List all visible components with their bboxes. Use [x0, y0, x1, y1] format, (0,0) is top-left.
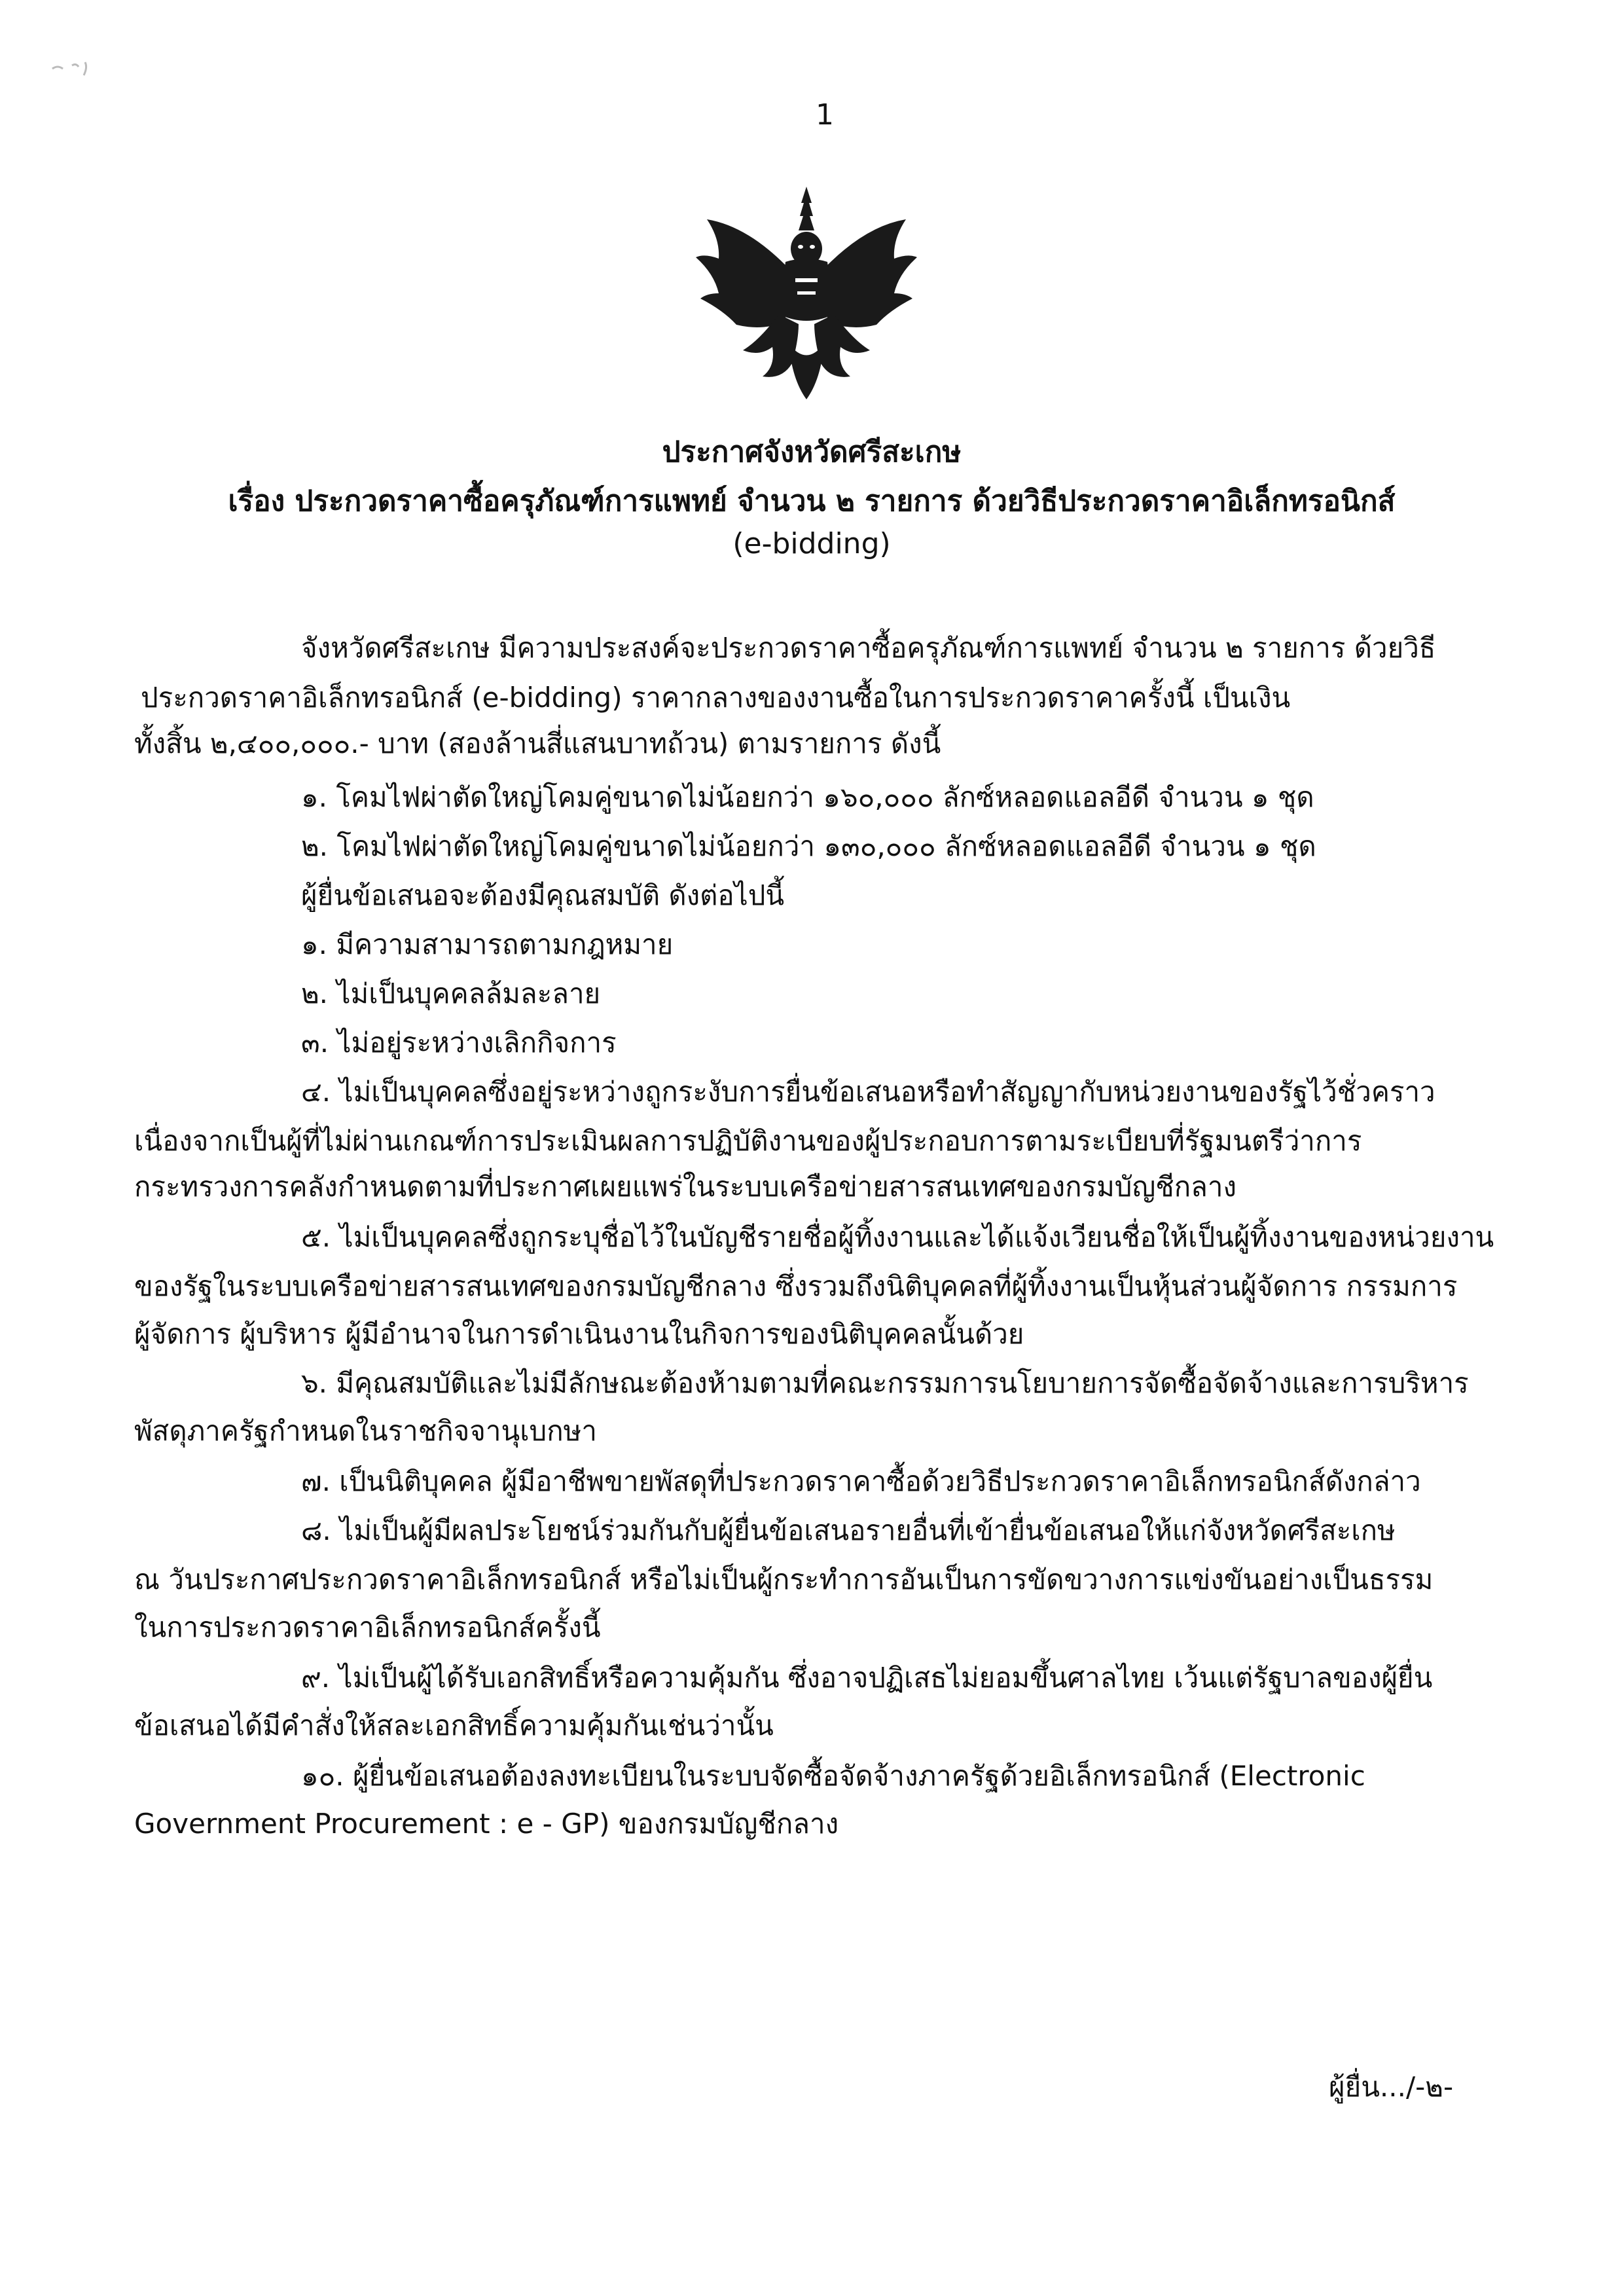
page-number: 1: [816, 98, 834, 132]
body-line: ๖. มีคุณสมบัติและไม่มีลักษณะต้องห้ามตามที่คณะกรรมการนโยบายการจัดซื้อจัดจ้างและการบริหาร: [301, 1367, 1469, 1399]
body-line: ๔. ไม่เป็นบุคคลซึ่งอยู่ระหว่างถูกระงับการยื่นข้อเสนอหรือทำสัญญากับหน่วยงานของรัฐไว้ชั่วคราว: [301, 1076, 1435, 1108]
body-line: ๕. ไม่เป็นบุคคลซึ่งถูกระบุชื่อไว้ในบัญชีรายชื่อผู้ทิ้งงานและได้แจ้งเวียนชื่อให้เป็นผู้ทิ้งงานของหน่วยงาน: [301, 1221, 1494, 1253]
body-line: Government Procurement : e - GP) ของกรมบัญชีกลาง: [134, 1808, 839, 1840]
announcement-method: (e-bidding): [732, 527, 891, 560]
announcement-subject: เรื่อง ประกวดราคาซื้อครุภัณฑ์การแพทย์ จำนวน ๒ รายการ ด้วยวิธีประกวดราคาอิเล็กทรอนิกส์: [228, 484, 1396, 518]
body-line: ๒. โคมไฟผ่าตัดใหญ่โคมคู่ขนาดไม่น้อยกว่า ๑๓๐,๐๐๐ ลักซ์หลอดแอลอีดี จำนวน ๑ ชุด: [301, 830, 1316, 862]
body-line: ๗. เป็นนิติบุคคล ผู้มีอาชีพขายพัสดุที่ประกวดราคาซื้อด้วยวิธีประกวดราคาอิเล็กทรอนิกส์ดังกล่าว: [301, 1465, 1421, 1497]
body-line: ในการประกวดราคาอิเล็กทรอนิกส์ครั้งนี้: [134, 1611, 601, 1643]
body-line: ประกวดราคาอิเล็กทรอนิกส์ (e-bidding) ราคากลางของงานซื้อในการประกวดราคาครั้งนี้ เป็นเงิน: [141, 682, 1291, 714]
body-line: ๘. ไม่เป็นผู้มีผลประโยชน์ร่วมกันกับผู้ยื่นข้อเสนอรายอื่นที่เข้ายื่นข้อเสนอให้แก่จังหวัดศรีสะเกษ: [301, 1514, 1396, 1546]
announcement-title: ประกาศจังหวัดศรีสะเกษ: [662, 435, 962, 469]
garuda-emblem-icon: [691, 187, 923, 412]
body-line: ๓. ไม่อยู่ระหว่างเลิกกิจการ: [301, 1027, 617, 1059]
body-line: ทั้งสิ้น ๒,๔๐๐,๐๐๐.- บาท (สองล้านสี่แสนบาทถ้วน) ตามรายการ ดังนี้: [134, 727, 941, 759]
body-line: ของรัฐในระบบเครือข่ายสารสนเทศของกรมบัญชีกลาง ซึ่งรวมถึงนิติบุคคลที่ผู้ทิ้งงานเป็นหุ้นส่วนผู้จัดการ กรรมการ: [134, 1270, 1458, 1302]
body-line: ๑๐. ผู้ยื่นข้อเสนอต้องลงทะเบียนในระบบจัดซื้อจัดจ้างภาครัฐด้วยอิเล็กทรอนิกส์ (Electronic: [301, 1760, 1365, 1792]
body-line: ๙. ไม่เป็นผู้ได้รับเอกสิทธิ์หรือความคุ้มกัน ซึ่งอาจปฏิเสธไม่ยอมขึ้นศาลไทย เว้นแต่รัฐบาลของผู้ยื่น: [301, 1662, 1433, 1694]
body-line: กระทรวงการคลังกำหนดตามที่ประกาศเผยแพร่ในระบบเครือข่ายสารสนเทศของกรมบัญชีกลาง: [134, 1171, 1236, 1203]
body-line: ผู้จัดการ ผู้บริหาร ผู้มีอำนาจในการดำเนินงานในกิจการของนิติบุคคลนั้นด้วย: [134, 1318, 1024, 1350]
body-line: ๑. มีความสามารถตามกฎหมาย: [301, 928, 674, 960]
body-line: ผู้ยื่นข้อเสนอจะต้องมีคุณสมบัติ ดังต่อไปนี้: [301, 879, 785, 911]
body-line: ณ วันประกาศประกวดราคาอิเล็กทรอนิกส์ หรือไม่เป็นผู้กระทำการอันเป็นการขัดขวางการแข่งขันอย่างเป็นธรรม: [134, 1563, 1434, 1595]
continuation-note: ผู้ยื่น.../-๒-: [1329, 2071, 1454, 2103]
body-line: ๑. โคมไฟผ่าตัดใหญ่โคมคู่ขนาดไม่น้อยกว่า ๑๖๐,๐๐๐ ลักซ์หลอดแอลอีดี จำนวน ๑ ชุด: [301, 781, 1314, 813]
body-line: พัสดุภาครัฐกำหนดในราชกิจจานุเบกษา: [134, 1415, 597, 1447]
body-line: ๒. ไม่เป็นบุคคลล้มละลาย: [301, 977, 601, 1010]
scan-mark-icon: [46, 49, 124, 101]
body-line: จังหวัดศรีสะเกษ มีความประสงค์จะประกวดราคาซื้อครุภัณฑ์การแพทย์ จำนวน ๒ รายการ ด้วยวิธี: [301, 632, 1436, 664]
body-line: ข้อเสนอได้มีคำสั่งให้สละเอกสิทธิ์ความคุ้มกันเช่นว่านั้น: [134, 1709, 774, 1741]
body-line: เนื่องจากเป็นผู้ที่ไม่ผ่านเกณฑ์การประเมินผลการปฏิบัติงานของผู้ประกอบการตามระเบียบที่รัฐมนตรีว่าการ: [134, 1125, 1362, 1157]
